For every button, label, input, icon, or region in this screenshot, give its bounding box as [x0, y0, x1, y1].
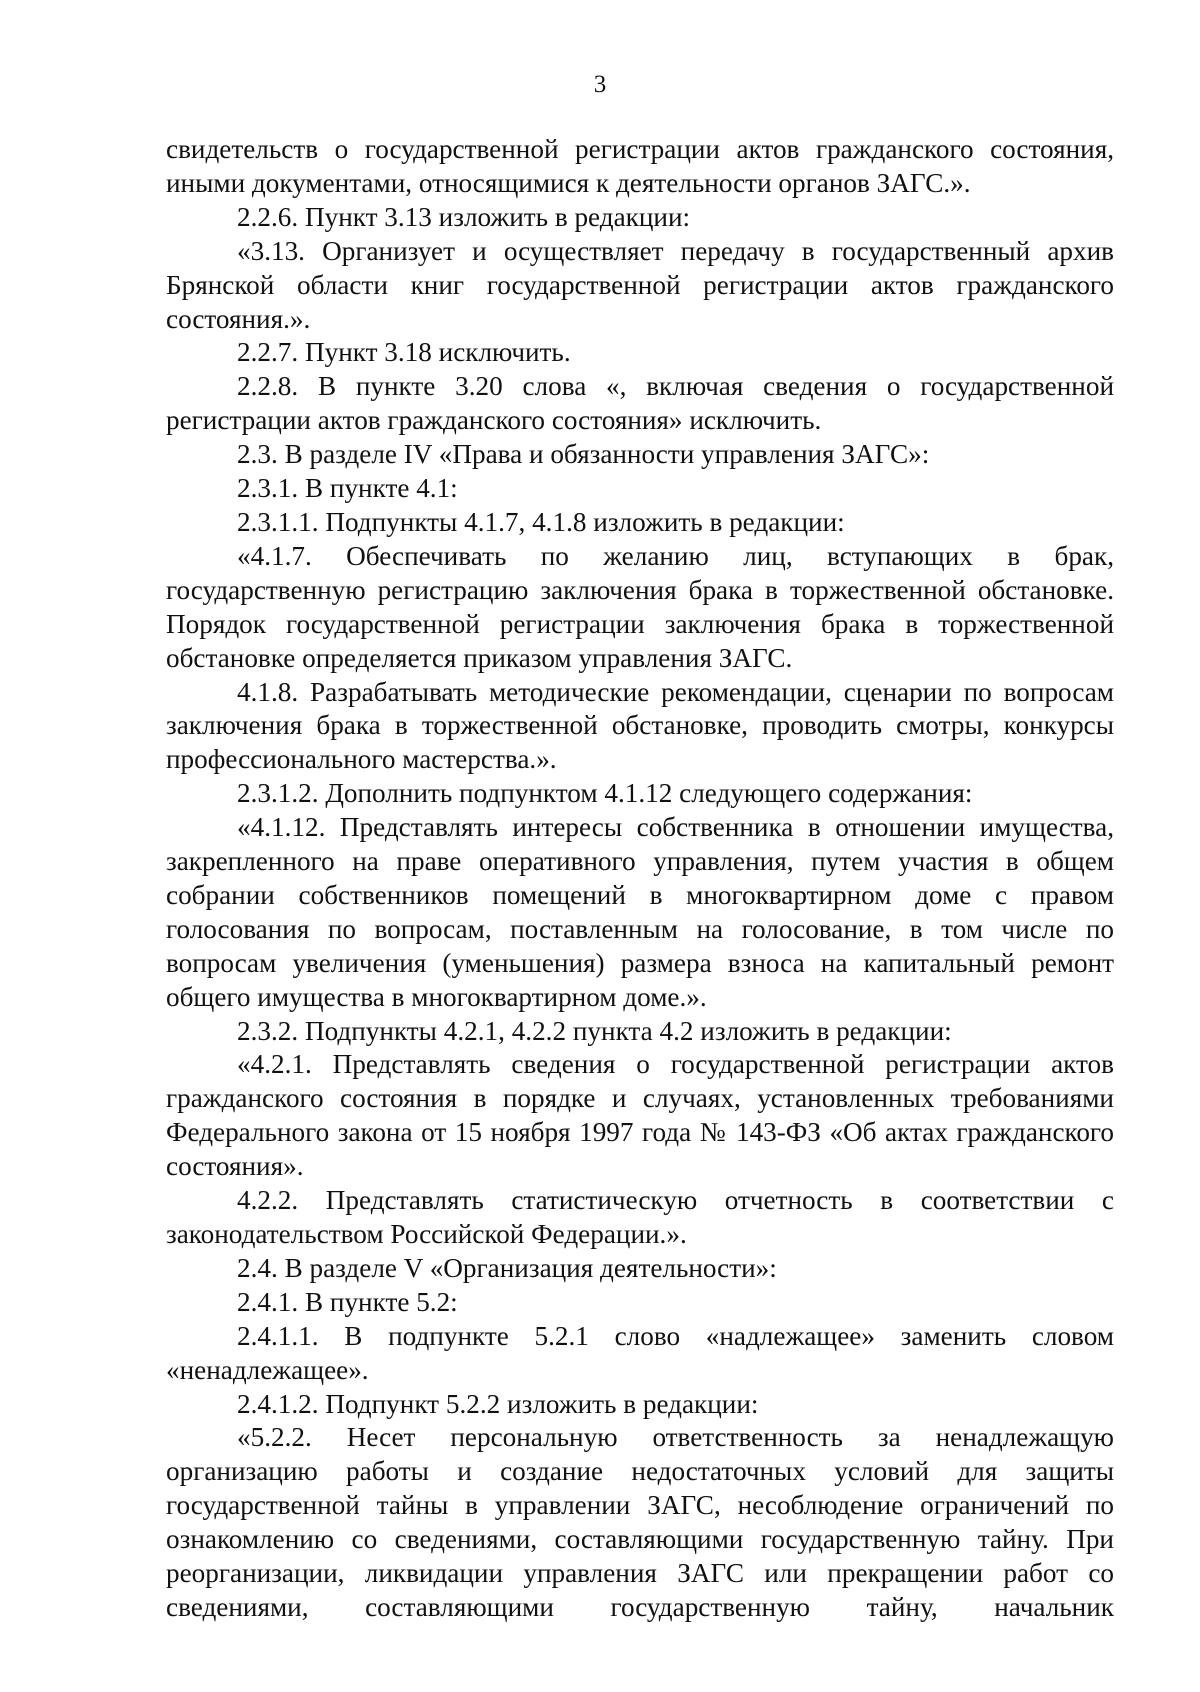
paragraph-2-2-6: 2.2.6. Пункт 3.13 изложить в редакции: — [237, 201, 691, 232]
paragraph-3-13: «3.13. Организует и осуществляет передачу в государственный архив Брянской области книг государственной регистрации актов гражданского состояния.». — [166, 235, 1114, 334]
paragraph-4-2-1: «4.2.1. Представлять сведения о государственной регистрации актов гражданского состояния в порядке и случаях, установленных требованиями Федерального закона от 15 ноября 1997 года № 143-ФЗ «Об актах гражданского состояния». — [166, 1049, 1114, 1182]
paragraph-2-3-1: 2.3.1. В пункте 4.1: — [237, 473, 458, 504]
paragraph-2-4-1-1: 2.4.1.1. В подпункте 5.2.1 слово «надлежащее» заменить словом «ненадлежащее». — [166, 1320, 1114, 1385]
paragraph-5-2-2: «5.2.2. Несет персональную ответственность за ненадлежащую организацию работы и создание недостаточных условий для защиты государственной тайны в управлении ЗАГС, несоблюдение ограничений по ознакомлению со сведениями, составляющими государственную тайну. При реорганизации, ликвидации управления ЗАГС или прекращении работ со сведениями, составляющими государственную тайну, начальник — [166, 1422, 1114, 1622]
paragraph-2-3-2: 2.3.2. Подпункты 4.2.1, 4.2.2 пункта 4.2 изложить в редакции: — [237, 1015, 952, 1046]
paragraph-4-1-7: «4.1.7. Обеспечивать по желанию лиц, вступающих в брак, государственную регистрацию заключения брака в торжественной обстановке. Порядок государственной регистрации заключения брака в торжественной обстановке определяется приказом управления ЗАГС. — [166, 540, 1114, 673]
paragraph-2-3: 2.3. В разделе IV «Права и обязанности управления ЗАГС»: — [237, 439, 930, 470]
paragraph-2-3-1-1: 2.3.1.1. Подпункты 4.1.7, 4.1.8 изложить в редакции: — [237, 506, 845, 537]
paragraph-2-2-8: 2.2.8. В пункте 3.20 слова «, включая сведения о государственной регистрации актов гражданского состояния» исключить. — [166, 371, 1114, 436]
document-body — [166, 133, 1114, 1625]
page-number: 3 — [593, 71, 607, 98]
paragraph-2-4: 2.4. В разделе V «Организация деятельности»: — [237, 1252, 777, 1283]
paragraph-2-3-1-2: 2.3.1.2. Дополнить подпунктом 4.1.12 следующего содержания: — [237, 778, 973, 809]
paragraph-4-1-8: 4.1.8. Разрабатывать методические рекомендации, сценарии по вопросам заключения брака в торжественной обстановке, проводить смотры, конкурсы профессионального мастерства.». — [166, 676, 1114, 775]
paragraph-continuation: свидетельств о государственной регистрации актов гражданского состояния, иными документами, относящимися к деятельности органов ЗАГС.». — [166, 134, 1114, 198]
paragraph-2-4-1: 2.4.1. В пункте 5.2: — [237, 1286, 458, 1317]
paragraph-4-2-2: 4.2.2. Представлять статистическую отчетность в соответствии с законодательством Российской Федерации.». — [166, 1185, 1114, 1249]
paragraph-2-2-7: 2.2.7. Пункт 3.18 исключить. — [237, 337, 571, 368]
paragraph-2-4-1-2: 2.4.1.2. Подпункт 5.2.2 изложить в редакции: — [237, 1388, 759, 1419]
paragraph-4-1-12: «4.1.12. Представлять интересы собственника в отношении имущества, закрепленного на праве оперативного управления, путем участия в общем собрании собственников помещений в многоквартирном доме с правом голосования по вопросам, поставленным на голосование, в том числе по вопросам увеличения (уменьшения) размера взноса на капитальный ремонт общего имущества в многоквартирном доме.». — [166, 812, 1114, 1012]
